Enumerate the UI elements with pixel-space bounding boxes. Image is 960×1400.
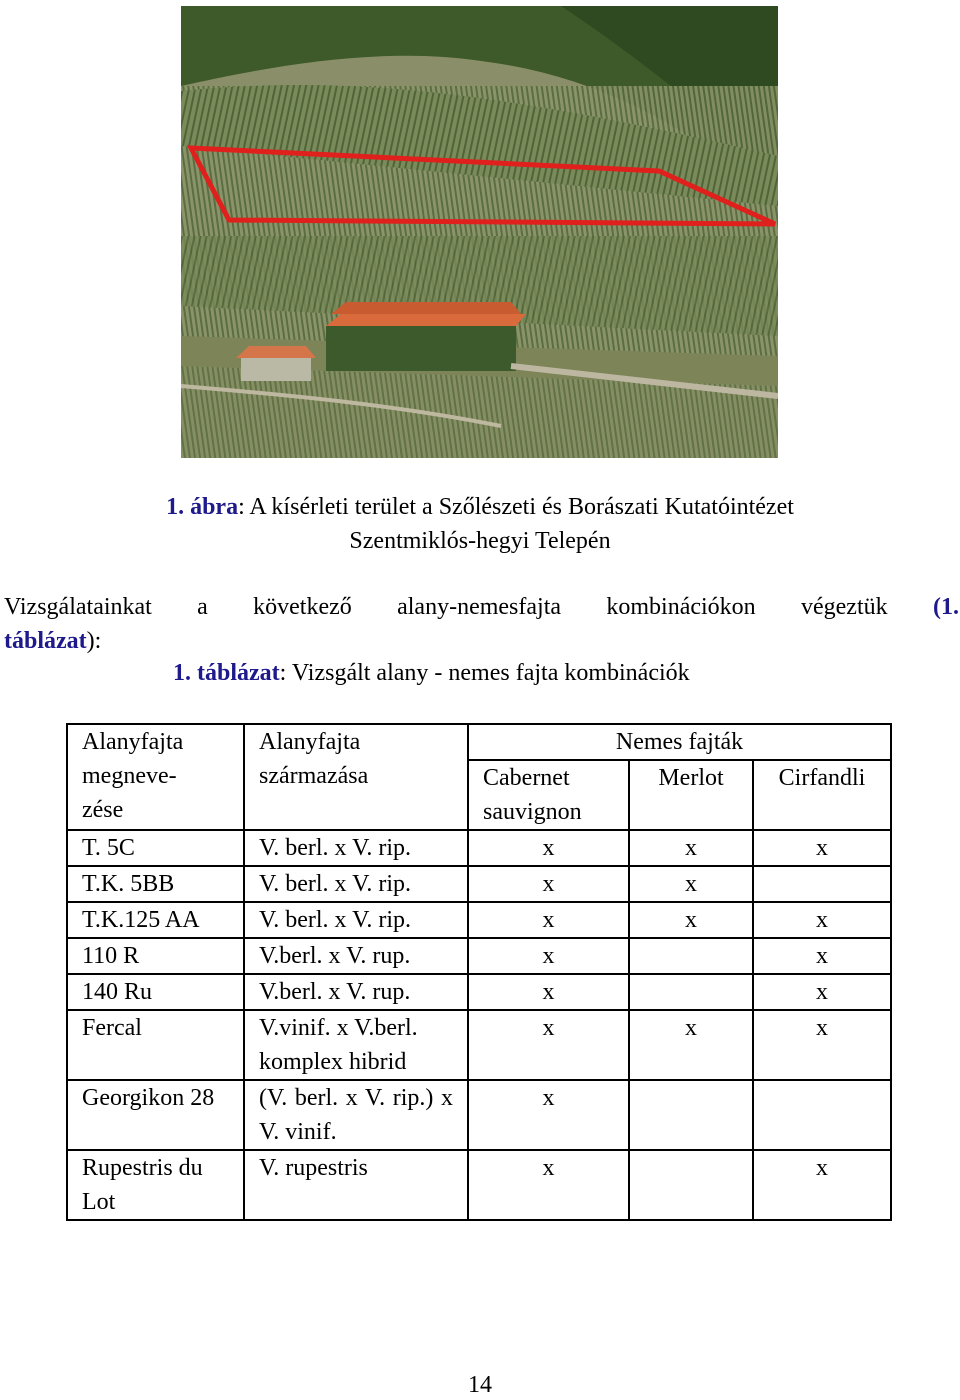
cell-cirfandli: x [753,938,891,974]
cell-name: Rupestris du Lot [67,1150,244,1220]
table-row [67,830,891,866]
header-merlot: Merlot [629,760,753,830]
paragraph-table-ref: táblázat [4,628,87,654]
cell-cabernet: x [468,830,629,866]
paragraph-word: a [197,594,208,620]
cell-origin: V.berl. x V. rup. [244,974,468,1010]
table-row [67,938,891,974]
cell-merlot [629,974,753,1010]
cell-name: 110 R [67,938,244,974]
cell-cirfandli [753,866,891,902]
table-caption-label: 1. táblázat [173,660,280,686]
cell-name: Georgikon 28 [67,1080,244,1150]
paragraph-word: alany-nemesfajta [397,594,562,620]
table-caption-text: : Vizsgált alany - nemes fajta kombinációk [279,660,690,686]
cell-name: T.K.125 AA [67,902,244,938]
table-header-row [67,724,891,760]
table-row [67,1150,891,1220]
cell-origin: (V. berl. x V. rip.) x V. vinif. [244,1080,468,1150]
cell-origin: V. rupestris [244,1150,468,1220]
cell-name: T.K. 5BB [67,866,244,902]
cell-cabernet: x [468,974,629,1010]
table-caption [173,656,690,690]
cell-cabernet: x [468,902,629,938]
cell-merlot: x [629,866,753,902]
paragraph-word-ref: (1. [932,594,959,620]
cell-merlot [629,1150,753,1220]
header-line: megneve- [82,763,177,789]
paragraph-word: végeztük [801,594,888,620]
cell-cirfandli: x [753,830,891,866]
cell-name: 140 Ru [67,974,244,1010]
cell-cabernet: x [468,1150,629,1220]
aerial-vineyard-photo [181,6,778,458]
cell-origin: V. berl. x V. rip. [244,830,468,866]
header-line: Cabernet [483,765,570,791]
figure-caption-text: : A kísérleti terület a Szőlészeti és Borászati Kutatóintézet [238,494,794,520]
cell-cirfandli: x [753,974,891,1010]
paragraph-word: kombinációkon [606,594,756,620]
table-row [67,1080,891,1150]
header-line: zése [82,797,124,823]
header-cabernet [468,760,629,830]
cell-origin: V. berl. x V. rip. [244,866,468,902]
header-line: Alanyfajta [82,729,184,755]
cell-name: T. 5C [67,830,244,866]
header-noble-varieties: Nemes fajták [468,724,891,760]
header-rootstock-name [67,724,244,830]
rootstock-table [66,723,892,1221]
cell-merlot: x [629,902,753,938]
cell-cabernet: x [468,1080,629,1150]
paragraph-line1 [4,590,959,624]
cell-name: Fercal [67,1010,244,1080]
cell-cirfandli: x [753,1150,891,1220]
table-row [67,974,891,1010]
cell-merlot: x [629,830,753,866]
cell-origin: V.berl. x V. rup. [244,938,468,974]
paragraph-word: következő [253,594,352,620]
paragraph-line2 [4,624,959,658]
cell-merlot [629,1080,753,1150]
cell-merlot [629,938,753,974]
header-line: Alanyfajta [259,729,361,755]
header-line: sauvignon [483,799,582,825]
cell-cabernet: x [468,866,629,902]
cell-origin: V.vinif. x V.berl. komplex hibrid [244,1010,468,1080]
table-row [67,866,891,902]
cell-origin: V. berl. x V. rip. [244,902,468,938]
figure-caption-label: 1. ábra [166,494,239,520]
header-rootstock-origin [244,724,468,830]
header-line: származása [259,763,369,789]
cell-cabernet: x [468,1010,629,1080]
header-cirfandli: Cirfandli [753,760,891,830]
table-row [67,902,891,938]
cell-cirfandli [753,1080,891,1150]
paragraph-word: Vizsgálatainkat [4,594,152,620]
figure-caption-line2: Szentmiklós-hegyi Telepén [349,528,611,554]
figure-caption [0,490,960,524]
cell-cirfandli: x [753,1010,891,1080]
cell-cabernet: x [468,938,629,974]
cell-cirfandli: x [753,902,891,938]
table-row [67,1010,891,1080]
cell-merlot: x [629,1010,753,1080]
page-number: 14 [468,1372,492,1398]
paragraph-rest: ): [86,628,102,654]
